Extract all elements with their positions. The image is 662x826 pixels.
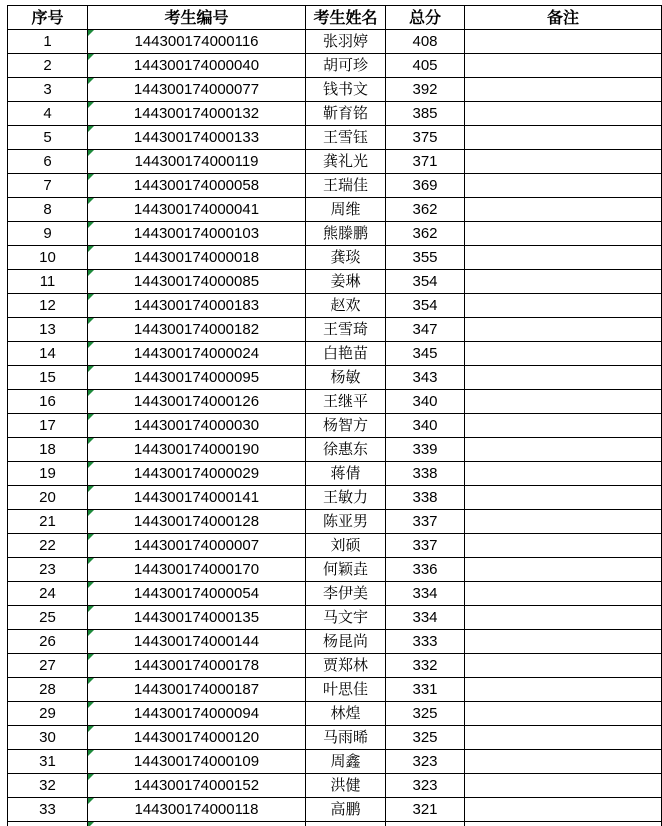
score-table [7,5,662,826]
cell-note[interactable] [465,270,662,294]
text-number-indicator-icon [88,558,94,564]
cell-no[interactable]: 20 [8,486,88,510]
cell-no[interactable]: 4 [8,102,88,126]
cell-exam-id[interactable] [88,414,306,438]
cell-no[interactable]: 3 [8,78,88,102]
cell-no[interactable]: 32 [8,774,88,798]
cell-name[interactable]: 杨敏 [306,366,386,390]
table-row [8,342,662,366]
cell-name[interactable]: 张羽婷 [306,30,386,54]
cell-name[interactable]: 钱书文 [306,78,386,102]
cell-name[interactable]: 林煌 [306,702,386,726]
table-row [8,798,662,822]
cell-name[interactable]: 李伊美 [306,582,386,606]
cell-score[interactable]: 354 [386,270,465,294]
cell-no[interactable]: 12 [8,294,88,318]
text-number-indicator-icon [88,462,94,468]
table-row [8,702,662,726]
cell-no[interactable]: 30 [8,726,88,750]
cell-note[interactable] [465,798,662,822]
text-number-indicator-icon [88,678,94,684]
cell-score[interactable]: 332 [386,654,465,678]
table-row [8,294,662,318]
table-row [8,318,662,342]
cell-name[interactable]: 杨昆尚 [306,630,386,654]
table-row [8,726,662,750]
table-row [8,462,662,486]
cell-no[interactable]: 27 [8,654,88,678]
cell-name[interactable]: 马雨晞 [306,726,386,750]
cell-note[interactable] [465,30,662,54]
cell-no[interactable]: 15 [8,366,88,390]
cell-exam-id-text: 144300174000085 [133,273,260,290]
cell-exam-id[interactable] [88,702,306,726]
table-row [8,678,662,702]
cell-name[interactable]: 赵欢 [306,294,386,318]
cell-exam-id-text: 144300174000030 [133,417,260,434]
cell-exam-id-text: 144300174000183 [133,297,260,314]
cell-no[interactable]: 19 [8,462,88,486]
cell-exam-id[interactable] [88,270,306,294]
cell-exam-id-text: 144300174000135 [133,609,260,626]
cell-name[interactable]: 周鑫 [306,750,386,774]
cell-exam-id[interactable] [88,318,306,342]
cell-exam-id-text: 144300174000182 [133,321,260,338]
text-number-indicator-icon [88,174,94,180]
cell-exam-id-text: 144300174000132 [133,105,260,122]
text-number-indicator-icon [88,822,94,826]
cell-exam-id-text: 144300174000018 [133,249,260,266]
table-row [8,222,662,246]
cell-note[interactable] [465,630,662,654]
text-number-indicator-icon [88,534,94,540]
cell-exam-id-empty[interactable] [88,822,306,826]
cell-note[interactable] [465,582,662,606]
cell-score[interactable]: 336 [386,558,465,582]
text-number-indicator-icon [88,630,94,636]
cell-name[interactable]: 刘硕 [306,534,386,558]
cell-note[interactable] [465,438,662,462]
text-number-indicator-icon [88,78,94,84]
table-row [8,390,662,414]
cell-exam-id-text: 144300174000119 [134,153,259,170]
cell-exam-id[interactable] [88,798,306,822]
cell-note[interactable] [465,126,662,150]
cell-exam-id-text: 144300174000054 [133,585,260,602]
cell-exam-id-text: 144300174000103 [133,225,260,242]
cell-exam-id-text: 144300174000029 [133,465,260,482]
cell-name[interactable]: 靳育铭 [306,102,386,126]
cell-name[interactable]: 周维 [306,198,386,222]
header-note[interactable]: 备注 [465,6,662,30]
table-row [8,174,662,198]
table-row [8,510,662,534]
cell-no[interactable]: 28 [8,678,88,702]
cell-note[interactable] [465,414,662,438]
cell-score[interactable]: 334 [386,582,465,606]
table-body [8,30,662,826]
cell-note[interactable] [465,150,662,174]
cell-exam-id[interactable] [88,534,306,558]
cell-name[interactable]: 王雪钰 [306,126,386,150]
cell-name[interactable]: 贾郑林 [306,654,386,678]
text-number-indicator-icon [88,318,94,324]
cell-exam-id[interactable] [88,438,306,462]
cell-exam-id[interactable] [88,102,306,126]
cell-name[interactable]: 叶思佳 [306,678,386,702]
cell-score[interactable]: 340 [386,414,465,438]
cell-exam-id-text: 144300174000128 [133,513,260,530]
table-row [8,30,662,54]
table-row [8,150,662,174]
cell-exam-id-text: 144300174000141 [133,489,260,506]
cell-exam-id[interactable] [88,462,306,486]
cell-exam-id-text: 144300174000120 [133,729,260,746]
text-number-indicator-icon [88,366,94,372]
cell-name[interactable]: 姜琳 [306,270,386,294]
cell-no[interactable]: 24 [8,582,88,606]
cell-score-empty[interactable] [386,822,465,826]
cell-exam-id[interactable] [88,54,306,78]
cell-no[interactable]: 23 [8,558,88,582]
cell-score[interactable]: 345 [386,342,465,366]
cell-no[interactable]: 21 [8,510,88,534]
cell-note[interactable] [465,606,662,630]
cell-exam-id[interactable] [88,390,306,414]
cell-name[interactable]: 王敏力 [306,486,386,510]
table-row [8,630,662,654]
text-number-indicator-icon [88,726,94,732]
text-number-indicator-icon [88,222,94,228]
cell-exam-id-text: 144300174000007 [133,537,260,554]
cell-no[interactable]: 13 [8,318,88,342]
cell-no-empty[interactable] [8,822,88,826]
text-number-indicator-icon [88,270,94,276]
text-number-indicator-icon [88,582,94,588]
cell-name[interactable]: 白艳苗 [306,342,386,366]
text-number-indicator-icon [88,30,94,36]
cell-exam-id-text: 144300174000190 [133,441,260,458]
cell-no[interactable]: 9 [8,222,88,246]
cell-score[interactable]: 337 [386,510,465,534]
text-number-indicator-icon [88,486,94,492]
table-row [8,582,662,606]
cell-note[interactable] [465,366,662,390]
cell-exam-id[interactable] [88,198,306,222]
cell-note[interactable] [465,774,662,798]
table-row [8,270,662,294]
cell-exam-id[interactable] [88,606,306,630]
cell-no[interactable]: 31 [8,750,88,774]
cell-note[interactable] [465,510,662,534]
text-number-indicator-icon [88,294,94,300]
cell-score[interactable]: 338 [386,486,465,510]
cell-exam-id-text: 144300174000024 [133,345,260,362]
text-number-indicator-icon [88,198,94,204]
cell-name[interactable]: 王雪琦 [306,318,386,342]
cell-exam-id-text: 144300174000094 [133,705,260,722]
cell-exam-id-text: 144300174000144 [133,633,260,650]
table-row [8,606,662,630]
cell-score[interactable]: 354 [386,294,465,318]
cell-score[interactable]: 385 [386,102,465,126]
cell-score[interactable]: 338 [386,462,465,486]
cell-no[interactable]: 33 [8,798,88,822]
cell-note[interactable] [465,462,662,486]
table-row [8,558,662,582]
cell-note[interactable] [465,318,662,342]
cell-exam-id[interactable] [88,558,306,582]
cell-note-empty[interactable] [465,822,662,826]
cell-exam-id[interactable] [88,366,306,390]
cell-score[interactable]: 325 [386,726,465,750]
cell-note[interactable] [465,558,662,582]
cell-no[interactable]: 26 [8,630,88,654]
cell-exam-id-text: 144300174000178 [133,657,260,674]
cell-name[interactable]: 熊滕鹏 [306,222,386,246]
cell-no[interactable]: 2 [8,54,88,78]
table-row [8,366,662,390]
cell-exam-id-text: 144300174000116 [134,33,259,50]
cell-score[interactable]: 375 [386,126,465,150]
cell-score[interactable]: 392 [386,78,465,102]
cell-name[interactable]: 陈亚男 [306,510,386,534]
cell-no[interactable]: 11 [8,270,88,294]
text-number-indicator-icon [88,102,94,108]
cell-name[interactable]: 龚礼光 [306,150,386,174]
cell-exam-id-text: 144300174000187 [133,681,260,698]
table-row [8,438,662,462]
cell-score[interactable]: 337 [386,534,465,558]
cell-note[interactable] [465,486,662,510]
cell-exam-id[interactable] [88,582,306,606]
cell-name[interactable]: 高鹏 [306,798,386,822]
table-row [8,102,662,126]
cell-name[interactable]: 蒋倩 [306,462,386,486]
header-name[interactable]: 考生姓名 [306,6,386,30]
cell-note[interactable] [465,246,662,270]
cell-exam-id[interactable] [88,78,306,102]
cell-name[interactable]: 胡可珍 [306,54,386,78]
cell-no[interactable]: 7 [8,174,88,198]
cell-name[interactable]: 杨智方 [306,414,386,438]
cell-exam-id[interactable] [88,294,306,318]
text-number-indicator-icon [88,750,94,756]
cell-exam-id[interactable] [88,630,306,654]
text-number-indicator-icon [88,654,94,660]
cell-score[interactable]: 343 [386,366,465,390]
text-number-indicator-icon [88,798,94,804]
cell-note[interactable] [465,78,662,102]
cell-no[interactable]: 8 [8,198,88,222]
table-row [8,486,662,510]
table-row [8,750,662,774]
header-no[interactable]: 序号 [8,6,88,30]
cell-no[interactable]: 6 [8,150,88,174]
cell-exam-id[interactable] [88,678,306,702]
cell-exam-id[interactable] [88,30,306,54]
cell-score[interactable]: 371 [386,150,465,174]
cell-note[interactable] [465,726,662,750]
cell-note[interactable] [465,678,662,702]
text-number-indicator-icon [88,438,94,444]
cell-note[interactable] [465,294,662,318]
cell-exam-id[interactable] [88,774,306,798]
cell-name[interactable]: 马文宇 [306,606,386,630]
cell-score[interactable]: 369 [386,174,465,198]
cell-exam-id-text: 144300174000058 [133,177,260,194]
cell-score[interactable]: 323 [386,750,465,774]
text-number-indicator-icon [88,246,94,252]
cell-exam-id[interactable] [88,150,306,174]
table-row [8,774,662,798]
cell-note[interactable] [465,198,662,222]
cell-note[interactable] [465,534,662,558]
cell-score[interactable]: 323 [386,774,465,798]
cell-name[interactable]: 何颖垚 [306,558,386,582]
table-row [8,246,662,270]
cell-exam-id-text: 144300174000095 [133,369,260,386]
cell-no[interactable]: 14 [8,342,88,366]
cell-score[interactable]: 362 [386,198,465,222]
text-number-indicator-icon [88,150,94,156]
cell-score[interactable]: 408 [386,30,465,54]
cell-exam-id-text: 144300174000118 [134,801,259,818]
cell-no[interactable]: 22 [8,534,88,558]
cell-no[interactable]: 18 [8,438,88,462]
cell-exam-id[interactable] [88,726,306,750]
cell-exam-id-text: 144300174000077 [133,81,260,98]
cell-no[interactable]: 5 [8,126,88,150]
cell-exam-id-text: 144300174000126 [133,393,260,410]
cell-no[interactable]: 17 [8,414,88,438]
cell-no[interactable]: 16 [8,390,88,414]
cell-no[interactable]: 25 [8,606,88,630]
cell-score[interactable]: 325 [386,702,465,726]
text-number-indicator-icon [88,390,94,396]
table-row [8,198,662,222]
cell-note[interactable] [465,342,662,366]
cell-name[interactable]: 王继平 [306,390,386,414]
text-number-indicator-icon [88,342,94,348]
cell-note[interactable] [465,54,662,78]
cell-name-empty[interactable] [306,822,386,826]
cell-score[interactable]: 339 [386,438,465,462]
cell-note[interactable] [465,654,662,678]
text-number-indicator-icon [88,126,94,132]
text-number-indicator-icon [88,54,94,60]
cell-exam-id[interactable] [88,126,306,150]
cell-exam-id[interactable] [88,174,306,198]
cell-note[interactable] [465,750,662,774]
table-row [8,534,662,558]
cell-score[interactable]: 347 [386,318,465,342]
cell-note[interactable] [465,174,662,198]
cell-score[interactable]: 355 [386,246,465,270]
cell-exam-id[interactable] [88,654,306,678]
cell-exam-id-text: 144300174000109 [133,753,260,770]
text-number-indicator-icon [88,606,94,612]
header-score[interactable]: 总分 [386,6,465,30]
table-row [8,54,662,78]
cell-name[interactable]: 龚琰 [306,246,386,270]
cell-exam-id[interactable] [88,510,306,534]
cell-exam-id[interactable] [88,342,306,366]
table-row-partial [8,822,662,826]
cell-note[interactable] [465,222,662,246]
cell-note[interactable] [465,102,662,126]
cell-no[interactable]: 1 [8,30,88,54]
header-exam-id[interactable]: 考生编号 [88,6,306,30]
cell-score[interactable]: 321 [386,798,465,822]
cell-exam-id-text: 144300174000152 [133,777,260,794]
cell-score[interactable]: 405 [386,54,465,78]
table-row [8,78,662,102]
text-number-indicator-icon [88,774,94,780]
cell-exam-id-text: 144300174000170 [133,561,260,578]
text-number-indicator-icon [88,702,94,708]
table-row [8,414,662,438]
table-row [8,654,662,678]
cell-no[interactable]: 29 [8,702,88,726]
cell-score[interactable]: 333 [386,630,465,654]
cell-no[interactable]: 10 [8,246,88,270]
cell-name[interactable]: 王瑞佳 [306,174,386,198]
cell-exam-id[interactable] [88,222,306,246]
cell-exam-id[interactable] [88,750,306,774]
cell-exam-id-text: 144300174000133 [133,129,260,146]
text-number-indicator-icon [88,510,94,516]
cell-score[interactable]: 340 [386,390,465,414]
text-number-indicator-icon [88,414,94,420]
header-row [8,6,662,30]
cell-exam-id-text: 144300174000040 [133,57,260,74]
cell-score[interactable]: 331 [386,678,465,702]
cell-note[interactable] [465,702,662,726]
cell-exam-id[interactable] [88,246,306,270]
cell-score[interactable]: 362 [386,222,465,246]
cell-exam-id-text: 144300174000041 [133,201,260,218]
cell-note[interactable] [465,390,662,414]
cell-score[interactable]: 334 [386,606,465,630]
cell-name[interactable]: 徐惠东 [306,438,386,462]
cell-exam-id[interactable] [88,486,306,510]
cell-name[interactable]: 洪健 [306,774,386,798]
table-row [8,126,662,150]
